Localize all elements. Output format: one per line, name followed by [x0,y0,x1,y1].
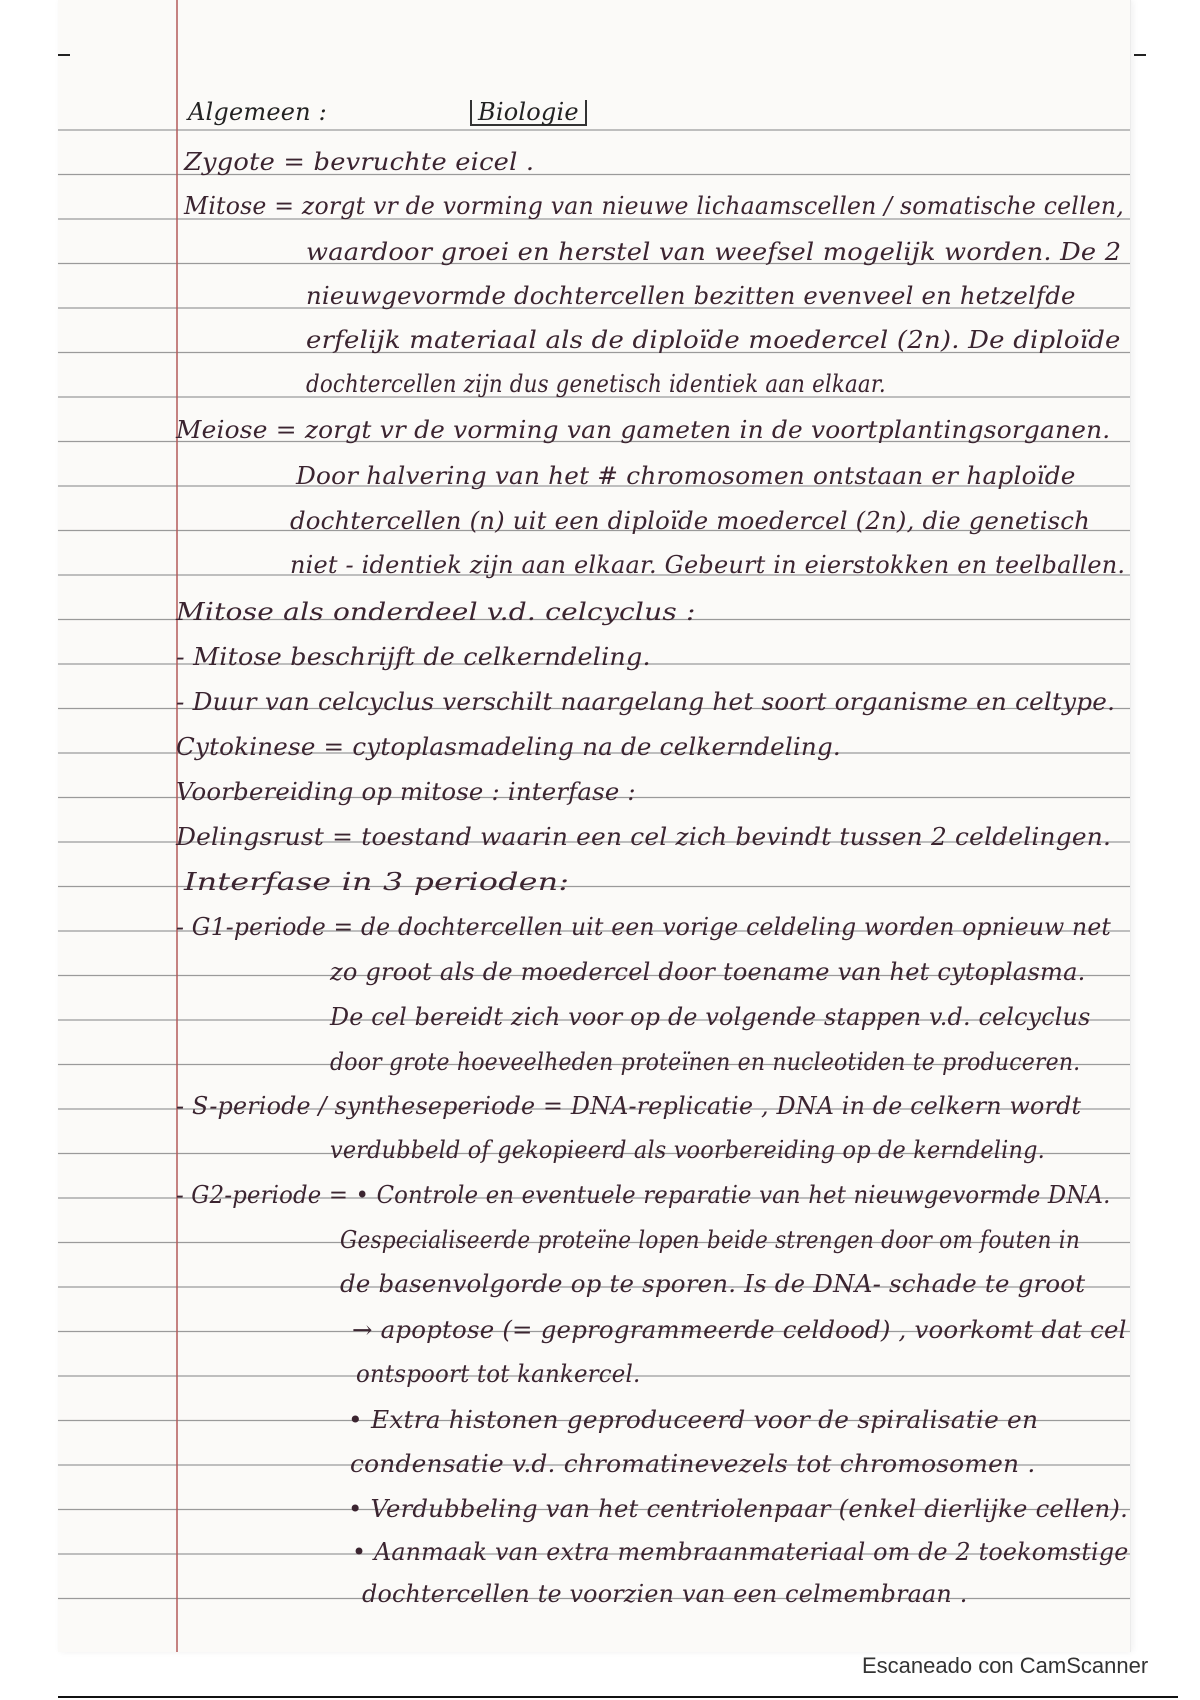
page-heading [188,100,327,124]
note-line: Zygote = bevruchte eicel . [184,148,535,176]
note-line: Mitose als onderdeel v.d. celcyclus : [176,598,696,626]
note-line: - G2-periode = • Controle en eventuele reparatie van het nieuwgevormde DNA. [176,1181,1111,1209]
note-line: - Duur van celcyclus verschilt naargelang het soort organisme en celtype. [176,688,1116,716]
note-line: dochtercellen te voorzien van een celmembraan . [362,1580,968,1608]
scanner-watermark: Escaneado con CamScanner [862,1653,1149,1678]
note-line: niet - identiek zijn aan elkaar. Gebeurt in eierstokken en teelballen. [290,551,1126,579]
bottom-rule [58,1696,1178,1698]
note-line: door grote hoeveelheden proteïnen en nucleotiden te produceren. [330,1048,1081,1076]
note-line: Meiose = zorgt vr de vorming van gameten in de voortplantingsorganen. [176,416,1111,444]
note-line: Mitose = zorgt vr de vorming van nieuwe lichaamscellen / somatische cellen, [184,192,1124,220]
note-line: Cytokinese = cytoplasmadeling na de celkerndeling. [176,733,841,761]
note-line: zo groot als de moedercel door toename van het cytoplasma. [330,958,1086,986]
note-line: ontspoort tot kankercel. [356,1360,641,1388]
note-line: - S-periode / syntheseperiode = DNA-replicatie , DNA in de celkern wordt [176,1092,1082,1120]
note-line: dochtercellen zijn dus genetisch identiek aan elkaar. [306,370,886,398]
note-line: Gespecialiseerde proteïne lopen beide strengen door om fouten in [340,1226,1080,1254]
note-line: Voorbereiding op mitose : interfase : [176,778,636,806]
note-line: Door halvering van het # chromosomen ontstaan er haploïde [296,462,1076,490]
note-line: • Verdubbeling van het centriolenpaar (enkel dierlijke cellen). [348,1495,1129,1523]
scan-mark-left [58,54,70,56]
note-line: condensatie v.d. chromatinevezels tot chromosomen . [350,1450,1036,1478]
note-line: → apoptose (= geprogrammeerde celdood) , voorkomt dat cel [352,1316,1127,1344]
note-line: Interfase in 3 perioden: [184,868,570,896]
note-line: dochtercellen (n) uit een diploïde moedercel (2n), die genetisch [290,507,1091,535]
note-line: Delingsrust = toestand waarin een cel zich bevindt tussen 2 celdelingen. [176,823,1112,851]
subject-label [470,100,587,126]
heading-text: Algemeen : [188,98,327,126]
note-line: waardoor groei en herstel van weefsel mogelijk worden. De 2 [306,238,1122,266]
note-line: de basenvolgorde op te sporen. Is de DNA- schade te groot [340,1270,1086,1298]
note-line: • Aanmaak van extra membraanmateriaal om de 2 toekomstige [352,1538,1129,1566]
note-line: • Extra histonen geproduceerd voor de spiralisatie en [348,1406,1039,1434]
note-line: verdubbeld of gekopieerd als voorbereiding op de kerndeling. [330,1136,1045,1164]
note-line: De cel bereidt zich voor op de volgende stappen v.d. celcyclus [330,1003,1091,1031]
scan-mark-right [1134,54,1146,56]
note-line: - G1-periode = de dochtercellen uit een vorige celdeling worden opnieuw net [176,913,1112,941]
note-line: erfelijk materiaal als de diploïde moedercel (2n). De diploïde [306,326,1121,354]
subject-box: Biologie [470,100,587,126]
note-line: - Mitose beschrijft de celkerndeling. [176,643,651,671]
note-line: nieuwgevormde dochtercellen bezitten evenveel en hetzelfde [306,282,1076,310]
